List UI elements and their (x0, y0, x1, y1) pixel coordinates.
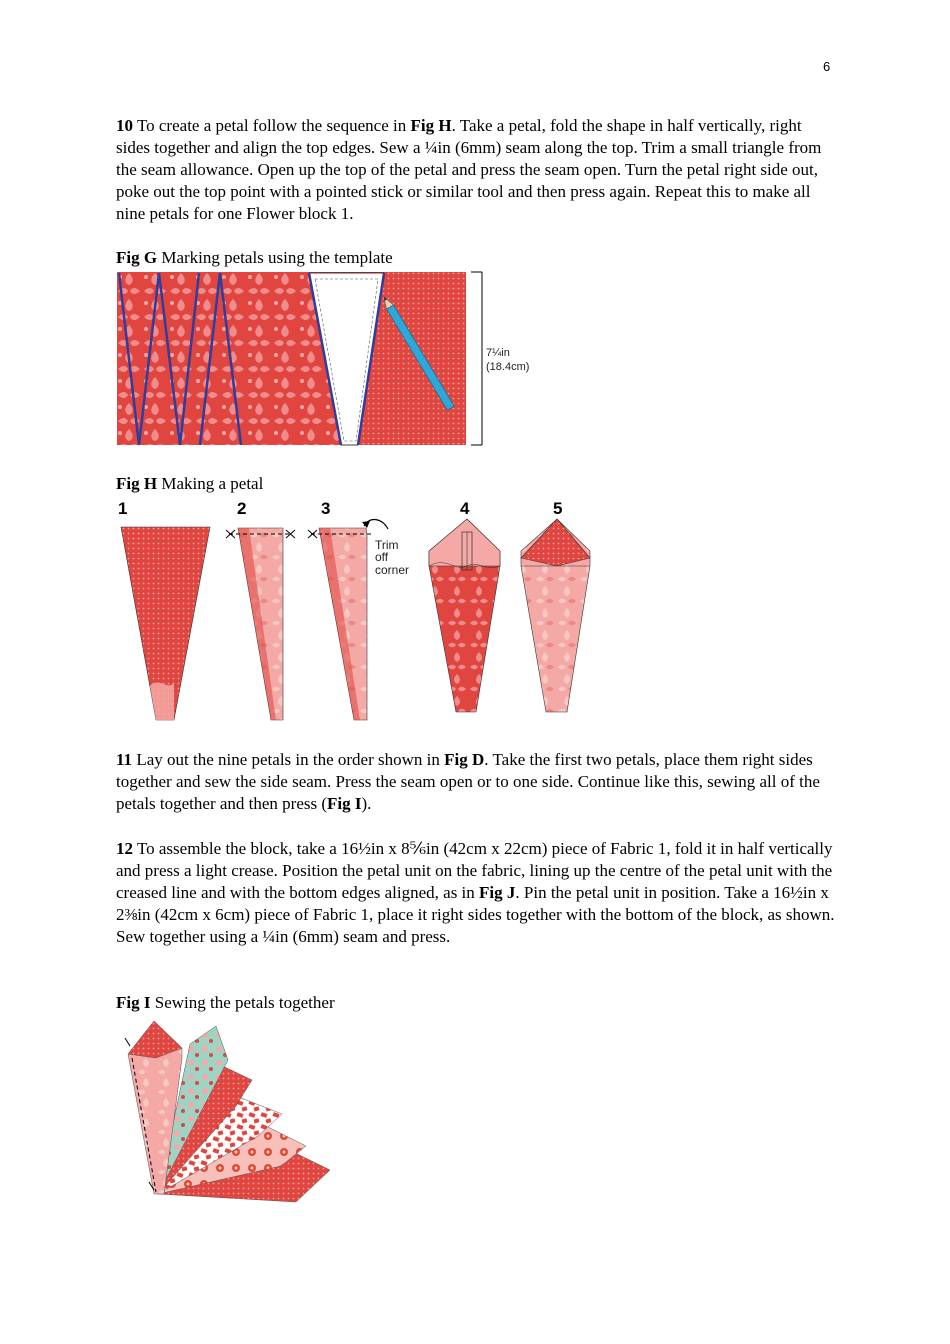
height-bracket (471, 272, 482, 445)
step-label-3: 3 (321, 499, 331, 518)
svg-text:corner: corner (375, 563, 410, 577)
fig-i-caption: Fig I Sewing the petals together (116, 993, 335, 1012)
trim-label: Trim (375, 538, 399, 552)
measure-label: 7¼in (486, 347, 510, 359)
fig-g-illustration (116, 271, 546, 447)
step-label-2: 2 (237, 499, 247, 518)
fig-g-caption: Fig G Marking petals using the template (116, 248, 393, 267)
step-label-5: 5 (553, 499, 563, 518)
step-12-paragraph: 12 To assemble the block, take a 16½in x 8⅚in (42cm x 22cm) piece of Fabric 1, fold it in half vertically and press a light crease. Position the petal unit on the fabric, lining up the centre of the petal unit with the creased line and with the bottom edges aligned, as in Fig J. Pin the petal unit in position. Take a 16½in x 2⅜in (42cm x 6cm) piece of Fabric 1, place it right sides together with the bottom of the block, as shown. Sew together using a ¼in (6mm) seam and press. (116, 839, 835, 946)
step-label-1: 1 (118, 499, 128, 518)
figure-reference: Fig H (410, 116, 452, 135)
step-number: 12 (116, 839, 133, 858)
page-number: 6 (823, 59, 831, 74)
svg-text:off: off (375, 550, 389, 564)
figure-reference: Fig D (444, 750, 485, 769)
step-11-paragraph: 11 Lay out the nine petals in the order shown in Fig D. Take the first two petals, place them right sides together and sew the side seam. Press the seam open or to one side. Continue like this, sewing all of the petals together and then press (Fig I). (116, 750, 820, 813)
step-10-paragraph: 10 To create a petal follow the sequence in Fig H. Take a petal, fold the shape in half vertically, right sides together and align the top edges. Sew a ¼in (6mm) seam along the top. Trim a small triangle from the seam allowance. Open up the top of the petal and press the seam open. Turn the petal right side out, poke out the top point with a pointed stick or similar tool and then press again. Repeat this to make all nine petals for one Flower block 1. (116, 116, 822, 223)
figure-reference: Fig J (479, 883, 516, 902)
fig-i-illustration (116, 1016, 336, 1208)
step-label-4: 4 (460, 499, 470, 518)
fig-h-caption: Fig H Making a petal (116, 474, 264, 493)
measure-label-metric: (18.4cm) (486, 361, 530, 373)
figure-reference: Fig I (327, 794, 362, 813)
fig-h-illustration (116, 496, 586, 726)
step-number: 11 (116, 750, 133, 769)
step-number: 10 (116, 116, 133, 135)
